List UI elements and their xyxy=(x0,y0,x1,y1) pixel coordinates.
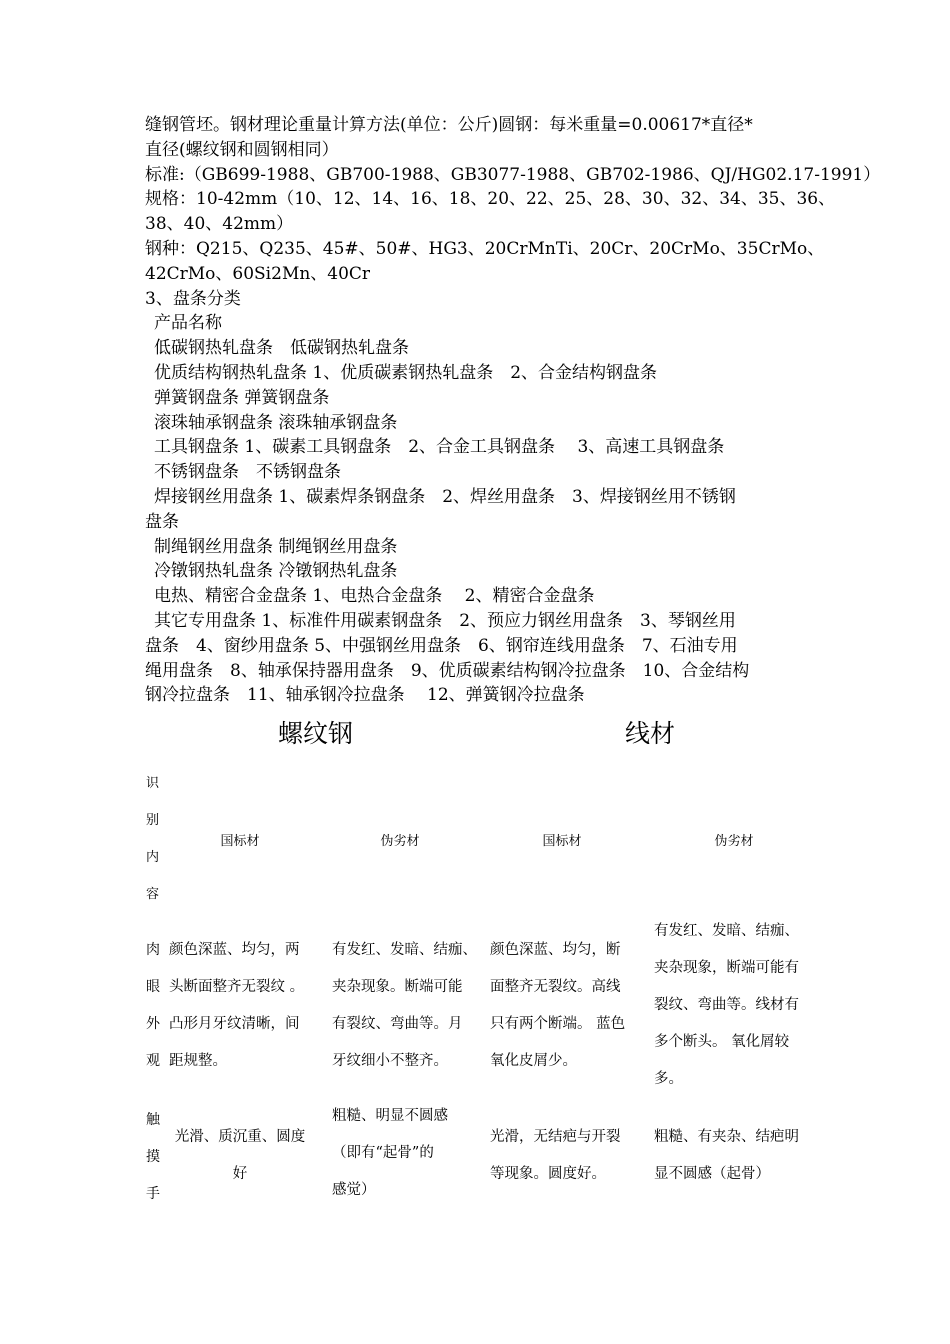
section-title-wire: 线材 xyxy=(625,719,676,748)
text-line: 优质结构钢热轧盘条 1、优质碳素钢热轧盘条 2、合金结构钢盘条 xyxy=(154,362,658,383)
row-label xyxy=(146,1102,160,1213)
label-char: 别 xyxy=(146,813,160,828)
label-char: 手 xyxy=(146,1186,160,1202)
table-cell xyxy=(332,1098,487,1209)
text-line: 38、40、42mm） xyxy=(145,214,294,235)
cell-line: 凸形月牙纹清晰，间 xyxy=(169,1016,300,1032)
cell-line: 粗糙、明显不圆感 xyxy=(332,1108,448,1124)
cell-line: 有裂纹、弯曲等。月 xyxy=(332,1016,463,1032)
text-line: 标准:（GB699-1988、GB700-1988、GB3077-1988、GB702-1986、QJ/HG02.17-1991） xyxy=(145,164,881,185)
section-heading: 3、盘条分类 xyxy=(145,288,241,309)
cell-line: 面整齐无裂纹。高线 xyxy=(490,979,621,995)
cell-line: 等现象。圆度好。 xyxy=(490,1166,606,1182)
column-header: 伪劣材 xyxy=(380,834,420,849)
column-header: 伪劣材 xyxy=(714,834,754,849)
text-line: 缝钢管坯。钢材理论重量计算方法(单位：公斤)圆钢：每米重量=0.00617*直径* xyxy=(145,115,753,135)
text-line: 电热、精密合金盘条 1、电热合金盘条 2、精密合金盘条 xyxy=(154,586,595,607)
text-line: 冷镦钢热轧盘条 冷镦钢热轧盘条 xyxy=(154,561,398,582)
cell-line: 有发红、发暗、结痂、 xyxy=(332,942,477,958)
body-text xyxy=(145,113,881,708)
label-char: 触 xyxy=(146,1112,160,1128)
label-char: 内 xyxy=(146,850,160,865)
table-cell xyxy=(165,1119,315,1193)
table-cell xyxy=(654,913,824,1098)
text-line: 工具钢盘条 1、碳素工具钢盘条 2、合金工具钢盘条 3、高速工具钢盘条 xyxy=(154,437,725,458)
cell-line: 颜色深蓝、均匀，两 xyxy=(169,942,300,958)
cell-line: 感觉） xyxy=(332,1182,376,1198)
text-line: 盘条 4、窗纱用盘条 5、中强钢丝用盘条 6、钢帘连线用盘条 7、石油专用 xyxy=(145,635,738,656)
text-line: 制绳钢丝用盘条 制绳钢丝用盘条 xyxy=(154,536,398,557)
cell-line: 好 xyxy=(232,1166,248,1182)
column-header: 国标材 xyxy=(220,834,260,849)
text-line: 弹簧钢盘条 弹簧钢盘条 xyxy=(154,387,330,408)
text-line: 不锈钢盘条 不锈钢盘条 xyxy=(154,462,341,483)
table-cell xyxy=(332,932,487,1080)
cell-line: 多个断头。 氧化屑较 xyxy=(654,1034,790,1050)
text-line: 盘条 xyxy=(145,511,179,532)
header-label xyxy=(146,765,159,913)
cell-line: 氧化皮屑少。 xyxy=(490,1053,577,1069)
text-line: 绳用盘条 8、轴承保持器用盘条 9、优质碳素结构钢冷拉盘条 10、合金结构 xyxy=(145,660,750,681)
cell-line: 显不圆感（起骨） xyxy=(654,1166,770,1182)
table-section-headings xyxy=(0,710,950,750)
cell-line: 光滑，无结疤与开裂 xyxy=(490,1129,621,1145)
label-char: 摸 xyxy=(146,1149,160,1165)
cell-line: 只有两个断端。 蓝色 xyxy=(490,1016,626,1032)
table-cell xyxy=(169,932,329,1080)
cell-line: 多。 xyxy=(654,1071,683,1087)
cell-line: 裂纹、弯曲等。线材有 xyxy=(654,997,799,1013)
cell-line: 距规整。 xyxy=(169,1053,227,1069)
cell-line: 有发红、发暗、结痂、 xyxy=(654,923,799,939)
text-line: 其它专用盘条 1、标准件用碳素钢盘条 2、预应力钢丝用盘条 3、琴钢丝用 xyxy=(154,610,736,631)
text-line: 产品名称 xyxy=(154,313,222,334)
table-cell xyxy=(490,932,650,1080)
text-line: 低碳钢热轧盘条 低碳钢热轧盘条 xyxy=(154,338,409,359)
text-line: 滚珠轴承钢盘条 滚珠轴承钢盘条 xyxy=(154,412,398,433)
label-char: 外 xyxy=(146,1016,160,1032)
text-line: 42CrMo、60Si2Mn、40Cr xyxy=(145,263,371,284)
cell-line: 粗糙、有夹杂、结疤明 xyxy=(654,1129,799,1145)
text-line: 钢冷拉盘条 11、轴承钢冷拉盘条 12、弹簧钢冷拉盘条 xyxy=(145,685,585,706)
cell-line: 夹杂现象，断端可能有 xyxy=(654,960,799,976)
cell-line: （即有“起骨”的 xyxy=(332,1145,434,1161)
cell-line: 夹杂现象。断端可能 xyxy=(332,979,463,995)
row-label xyxy=(146,932,160,1080)
section-title-rebar: 螺纹钢 xyxy=(278,719,354,748)
label-char: 容 xyxy=(146,887,160,902)
text-line: 规格：10-42mm（10、12、14、16、18、20、22、25、28、30、32、34、35、36、 xyxy=(145,189,836,210)
cell-line: 颜色深蓝、均匀，断 xyxy=(490,942,621,958)
label-char: 肉 xyxy=(146,942,160,958)
column-header: 国标材 xyxy=(542,834,582,849)
cell-line: 头断面整齐无裂纹 。 xyxy=(169,979,305,995)
label-char: 识 xyxy=(146,776,160,791)
text-line: 钢种：Q215、Q235、45#、50#、HG3、20CrMnTi、20Cr、20CrMo、35CrMo、 xyxy=(145,238,825,259)
table-cell xyxy=(654,1119,824,1193)
cell-line: 牙纹细小不整齐。 xyxy=(332,1053,448,1069)
cell-line: 光滑、质沉重、圆度 xyxy=(174,1129,306,1145)
text-line: 直径(螺纹钢和圆钢相同） xyxy=(145,139,339,160)
text-line: 焊接钢丝用盘条 1、碳素焊条钢盘条 2、焊丝用盘条 3、焊接钢丝用不锈钢 xyxy=(154,486,736,507)
label-char: 观 xyxy=(146,1053,160,1069)
label-char: 眼 xyxy=(146,979,160,995)
table-cell xyxy=(490,1119,650,1193)
